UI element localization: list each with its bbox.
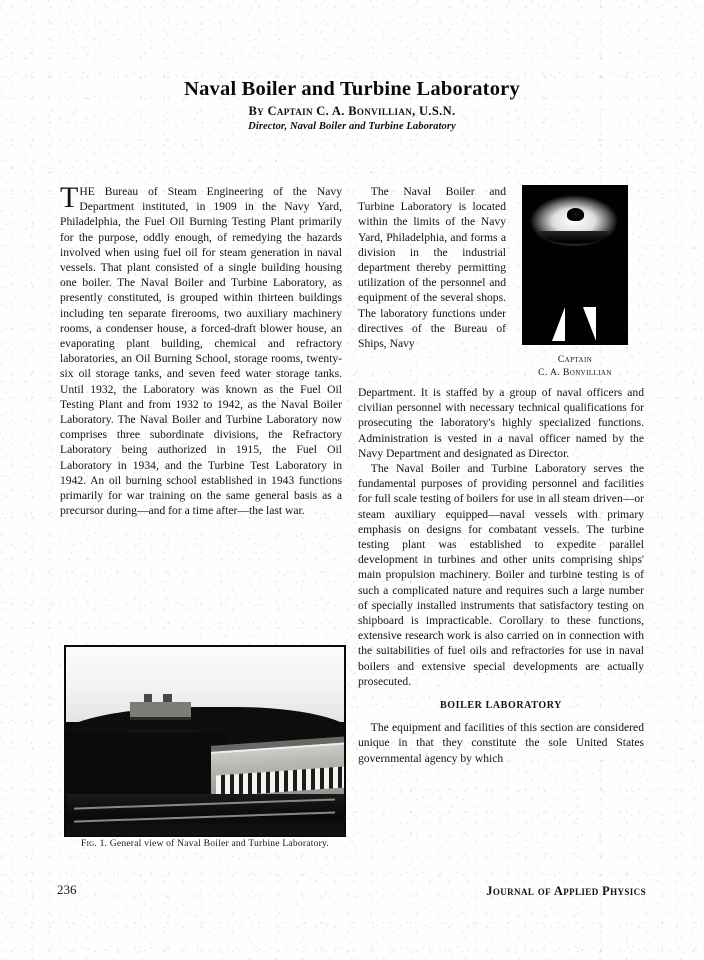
left-text-column xyxy=(60,181,342,518)
figure-caption-text: General view of Naval Boiler and Turbine Laboratory. xyxy=(107,838,329,849)
right-paragraph-1-wrapped: The Naval Boiler and Turbine Laboratory is located within the limits of the Navy Yard, Philadelphia, and forms a division in the industrial department thereby permitting utilization of the personnel and equipment of the several shops. The laboratory functions under directives of the Bureau of Ships, Navy xyxy=(358,185,506,351)
drop-cap: T xyxy=(60,181,79,214)
right-text-column-wrapped xyxy=(358,184,506,351)
section-heading-boiler-laboratory: BOILER LABORATORY xyxy=(439,700,562,712)
left-paragraph-1 xyxy=(60,181,342,518)
figure-blockhouse xyxy=(130,702,191,721)
portrait-caption xyxy=(505,354,645,379)
portrait-photo-bonvillian xyxy=(522,185,628,345)
figure-caption-label: Fig. 1. xyxy=(81,838,108,849)
cap-visor xyxy=(539,231,611,244)
author-byline: By Captain C. A. Bonvillian, U.S.N. xyxy=(248,104,456,118)
uniform-collar-left xyxy=(552,307,565,341)
page-number: 236 xyxy=(57,882,77,897)
portrait-caption-line-2: C. A. Bonvillian xyxy=(538,366,612,378)
uniform-collar-right xyxy=(583,307,596,341)
figure-1-photo xyxy=(64,645,346,837)
portrait-caption-line-1: Captain xyxy=(557,354,593,365)
right-paragraph-3: The equipment and facilities of this section are considered unique in that they constitute the sole United States governmental agency by which xyxy=(358,721,644,765)
page-title: Naval Boiler and Turbine Laboratory xyxy=(184,77,520,100)
right-paragraph-1-rest: Department. It is staffed by a group of naval officers and civilian personnel with necessary technical qualifications for prosecuting the laboratory's highly specialized functions. Administration is vested in a naval officer named by the Navy Department and designated as Director. xyxy=(358,386,644,460)
figure-1-caption xyxy=(60,838,350,850)
right-text-column xyxy=(358,385,644,766)
author-affiliation: Director, Naval Boiler and Turbine Laboratory xyxy=(248,121,456,132)
left-paragraph-1-text: HE Bureau of Steam Engineering of the Navy Department instituted, in 1909 in the Navy Yard, Philadelphia, the Fuel Oil Burning Testing Plant primarily for the purpose, oddly enough, of remedying the hazards involved when using fuel oil for steam generation in naval vessels. That plant consisted of a single building housing one boiler. The Naval Boiler and Turbine Laboratory, as presently constituted, is grouped within thirteen buildings including ten separate firerooms, two auxiliary machinery rooms, a condenser house, a forced-draft blower house, an evaporating plant building, chemical and refractory laboratories, an Oil Burning School, storage rooms, twenty-six oil storage tanks, and seven feed water storage tanks. Until 1932, the Laboratory was known as the Fuel Oil Testing Plant and from 1932 to 1942, as the Naval Boiler Laboratory. The Naval Boiler and Turbine Laboratory now comprises three subordinate divisions, the Refractory Laboratory being authorized in 1915, the Fuel Oil Laboratory in 1934, and the Turbine Test Laboratory in 1942. An oil burning school established in 1943 functions primarily for war training on the same general basis as a precursor during—and for a time after—the last war. xyxy=(60,185,342,518)
journal-name: Journal of Applied Physics xyxy=(486,884,646,898)
right-paragraph-2: The Naval Boiler and Turbine Laboratory serves the fundamental purposes of providing personnel and facilities for full scale testing of boilers for use in all steam driven—or steam auxiliary equipped—naval vessels with primary emphasis on designs for combatant vessels. The turbine testing plant was established to expedite parallel development in turbines and other units comprising ships' main propulsion machinery. Boiler and turbine testing is of such a complicated nature and requires such a large number of specially installed instruments that satisfactory testing on shipboard is impracticable. Corollary to these functions, extensive research work is also carried on in connection with the suitabilities of fuel oils and refractories for use in naval boilers and extensive special developments are actually prosecuted. xyxy=(358,462,644,688)
cap-insignia-icon xyxy=(567,208,584,221)
